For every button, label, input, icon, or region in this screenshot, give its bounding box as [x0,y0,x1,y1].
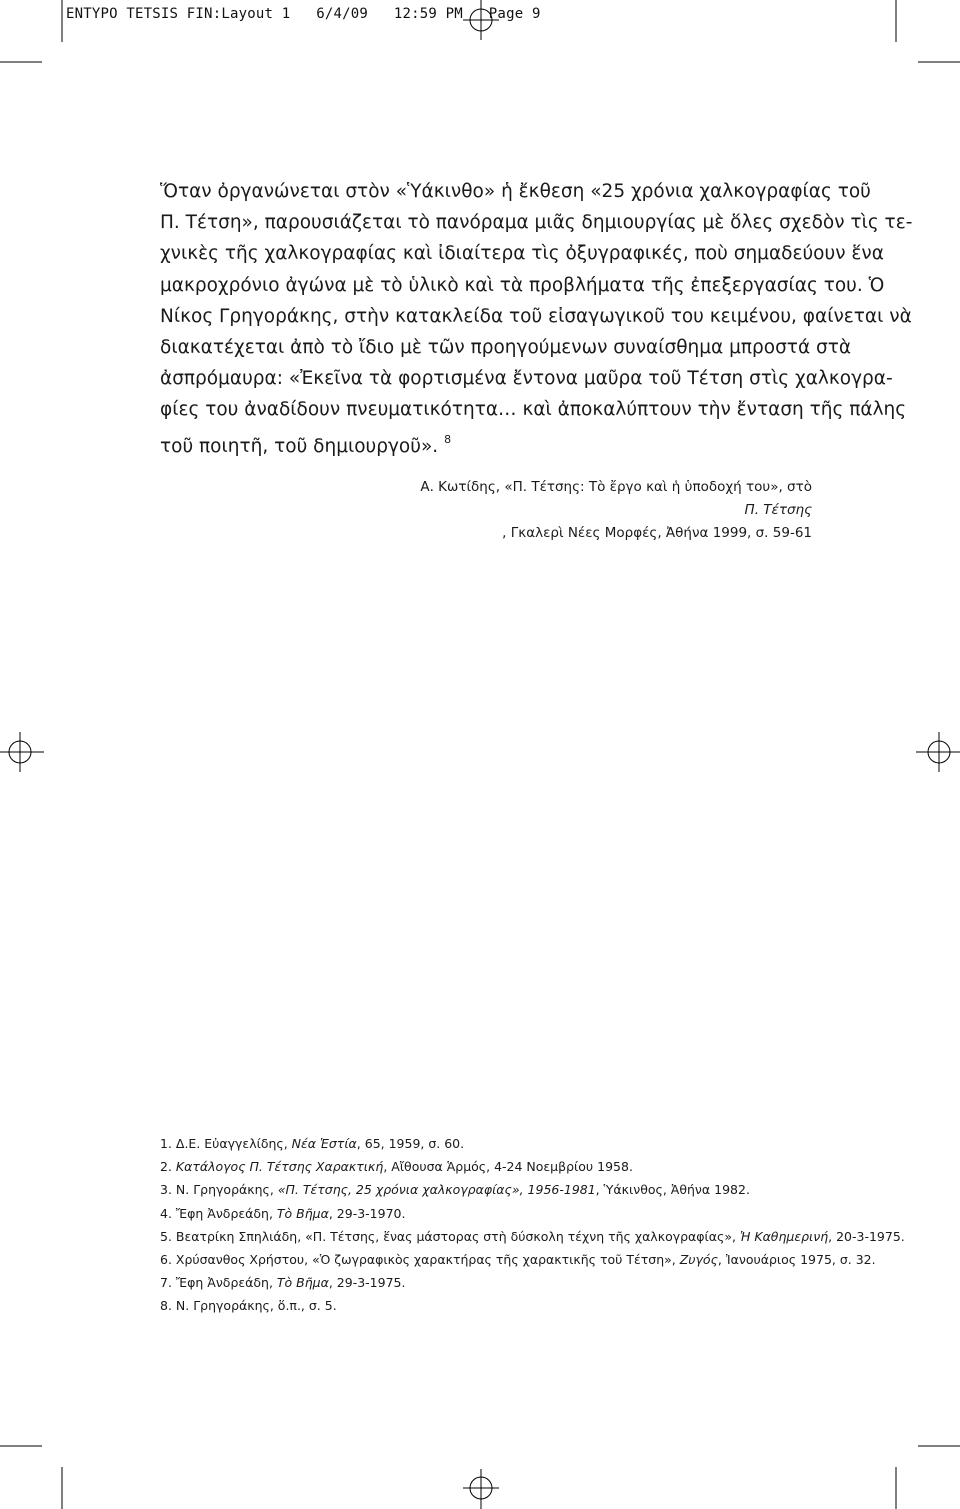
footnote-item [160,1248,876,1271]
footnote-item [160,1271,840,1294]
footnote-item [160,1132,840,1155]
footnote-text: , 65, 1959, σ. 60. [356,1136,465,1151]
footnote-reference: 8 [444,432,452,446]
footnote-text: , 29-3-1970. [328,1205,406,1221]
footnote-italic: Νέα Ἑστία [291,1136,357,1151]
footnote-italic: Τὸ Βῆμα [276,1275,329,1291]
footnote-text: 8. Ν. Γρηγοράκης, ὅ.π., σ. 5. [160,1298,337,1314]
attribution-line-1: Α. Κωτίδης, «Π. Τέτσης: Τὸ ἔργο καὶ ἡ ὑποδοχή του», στὸ [420,479,812,495]
attribution-rest: , Γκαλερὶ Νέες Μορφές, Ἀθήνα 1999, σ. 59-61 [502,525,812,541]
body-line: φίες του ἀναδίδουν πνευματικότητα… καὶ ἀποκαλύπτουν τὴν ἔνταση τῆς πάλης [160,399,907,421]
footnote-text: , 29-3-1975. [328,1275,406,1291]
footnote-item [160,1294,840,1317]
body-line: ἀσπρόμαυρα: «Ἐκεῖνα τὰ φορτισμένα ἔντονα μαῦρα τοῦ Τέτση στὶς χαλκογρα- [160,368,893,390]
footnote-item [160,1202,840,1225]
footnote-text: 5. Βεατρίκη Σπηλιάδη, «Π. Τέτσης, ἕνας μάστορας στὴ δύσκολη τέχνη τῆς χαλκογραφίας», [160,1228,740,1244]
print-slug-header: ENTYPO TETSIS FIN:Layout 1 6/4/09 12:59 PM Page 9 [66,6,541,22]
footnote-item [160,1178,840,1201]
footnote-text: , Αἴθουσα Ἁρμός, 4-24 Νοεμβρίου 1958. [383,1159,633,1175]
footnote-text: 4. Ἔφη Ἀνδρεάδη, [160,1205,277,1221]
body-line: Π. Τέτση», παρουσιάζεται τὸ πανόραμα μιᾶς δημιουργίας μὲ ὅλες σχεδὸν τὶς τε- [160,212,913,234]
body-line: Νίκος Γρηγοράκης, στὴν κατακλείδα τοῦ εἰσαγωγικοῦ του κειμένου, φαίνεται νὰ [160,305,912,327]
body-line: χνικὲς τῆς χαλκογραφίας καὶ ἰδιαίτερα τὶς ὀξυγραφικές, ποὺ σημαδεύουν ἕνα [160,243,884,265]
footnote-italic: Ἡ Καθημερινή [739,1228,829,1244]
footnotes [160,1132,905,1318]
footnote-item [160,1155,840,1178]
footnote-text: 6. Χρύσανθος Χρήστου, «Ὁ ζωγραφικὸς χαρακτήρας τῆς χαρακτικῆς τοῦ Τέτση», [160,1252,680,1268]
footnote-italic: Κατάλογος Π. Τέτσης Χαρακτική [175,1159,384,1175]
footnote-text: 2. [160,1159,176,1175]
footnote-text: 3. Ν. Γρηγοράκης, [160,1182,278,1198]
footnote-text: , Ἰανουάριος 1975, σ. 32. [717,1252,876,1268]
footnote-text: 1. Δ.Ε. Εὐαγγελίδης, [160,1136,292,1151]
attribution-italic: Π. Τέτσης [744,502,812,518]
body-line: μακροχρόνιο ἀγώνα μὲ τὸ ὑλικὸ καὶ τὰ προβλήματα τῆς ἐπεξεργασίας του. Ὁ [160,274,885,296]
main-paragraph [160,176,913,462]
body-line: Ὅταν ὀργανώνεται στὸν «Ὑάκινθο» ἡ ἔκθεση «25 χρόνια χαλκογραφίας τοῦ [160,181,871,202]
footnote-text: , Ὑάκινθος, Ἀθήνα 1982. [595,1182,750,1198]
body-line-last [160,426,813,462]
footnote-italic: Τὸ Βῆμα [276,1205,329,1221]
footnote-italic: Ζυγός [679,1252,718,1268]
body-line-text: τοῦ ποιητῆ, τοῦ δημιουργοῦ». [160,435,439,457]
footnote-italic: «Π. Τέτσης, 25 χρόνια χαλκογραφίας», 1956-1981 [277,1182,596,1198]
body-line: διακατέχεται ἀπὸ τὸ ἴδιο μὲ τῶν προηγούμενων συναίσθημα μπροστά στὰ [160,337,852,359]
footnote-text: , 20-3-1975. [828,1228,905,1244]
footnote-text: 7. Ἔφη Ἀνδρεάδη, [160,1275,277,1291]
footnote-item [160,1225,905,1248]
quote-attribution [420,476,812,545]
attribution-line-2 [420,499,812,545]
